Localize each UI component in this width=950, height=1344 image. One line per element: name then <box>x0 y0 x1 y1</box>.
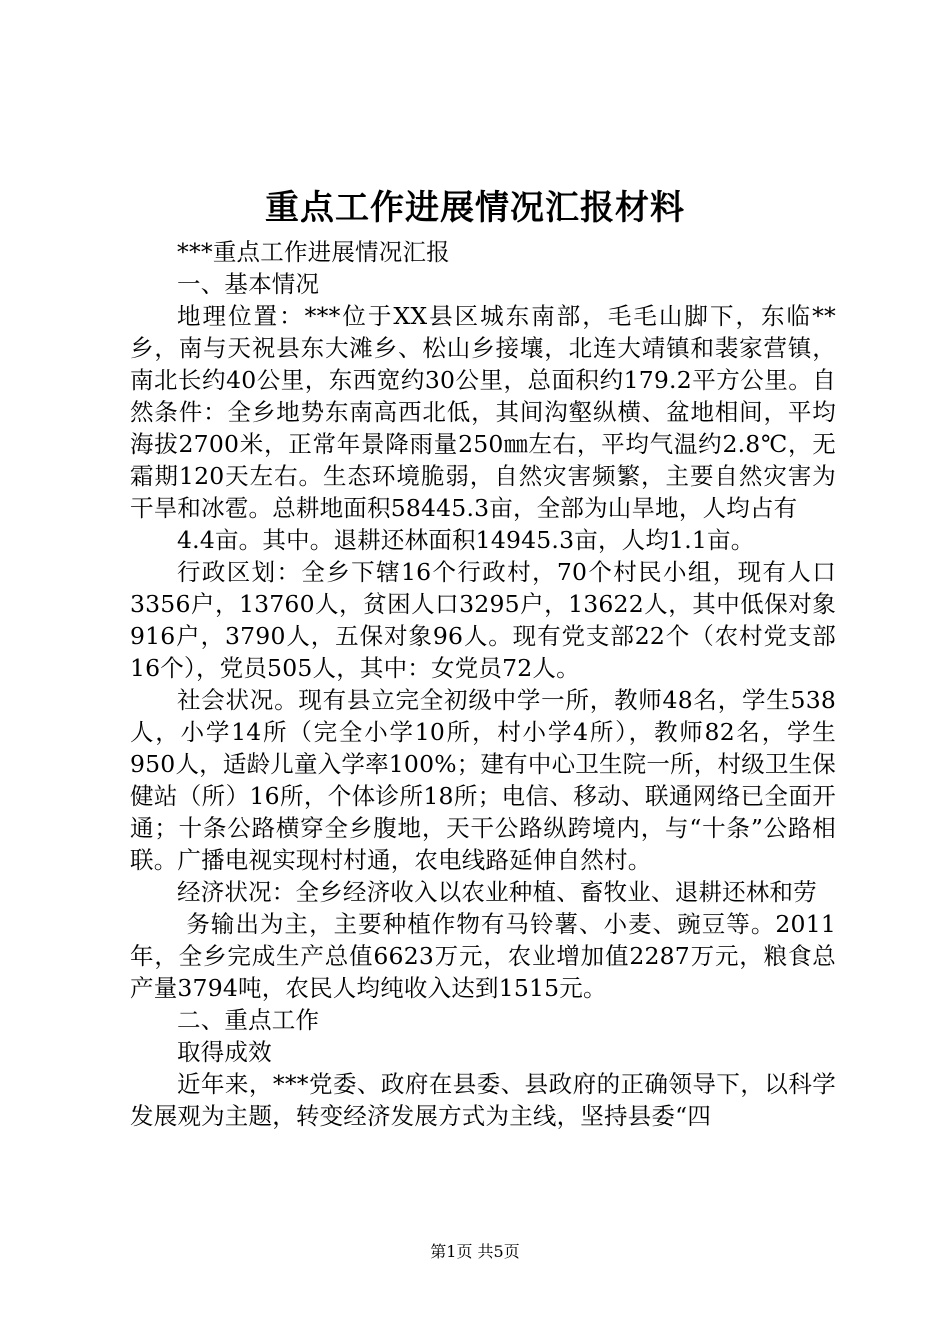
page-indicator: 第1页 共5页 <box>430 1242 520 1261</box>
section-heading-key-work: 二、重点工作 <box>177 1006 320 1034</box>
section-heading-basic-info: 一、基本情况 <box>177 270 320 298</box>
subheading-achievements: 取得成效 <box>177 1038 272 1066</box>
document-body <box>130 236 836 1132</box>
document-title: 重点工作进展情况汇报材料 <box>265 188 685 228</box>
report-subtitle: ***重点工作进展情况汇报 <box>177 238 450 266</box>
paragraph-economic-status: 经济状况：全乡经济收入以农业种植、畜牧业、退耕还林和劳 <box>177 878 817 906</box>
paragraph-social-status: 社会状况。现有县立完全初级中学一所，教师48名，学生538人，小学14所（完全小学10所，村小学4所），教师82名，学生950人，适龄儿童入学率100%；建有中心卫生院一所，村级卫生保健站（所）16所，个体诊所18所；电信、移动、联通网络已全面开通；十条公路横穿全乡腹地，天干公路纵跨境内，与“十条”公路相联。广播电视实现村村通，农电线路延伸自然村。 <box>130 686 836 874</box>
paragraph-recent-years: 近年来，***党委、政府在县委、县政府的正确领导下，以科学发展观为主题，转变经济发展方式为主线，坚持县委“四 <box>130 1070 836 1130</box>
paragraph-administrative-division: 行政区划：全乡下辖16个行政村，70个村民小组，现有人口3356户，13760人，贫困人口3295户，13622人，其中低保对象916户，3790人，五保对象96人。现有党支部22个（农村党支部16个），党员505人，其中：女党员72人。 <box>130 558 836 682</box>
paragraph-farmland: 4.4亩。其中。退耕还林面积14945.3亩，人均1.1亩。 <box>177 526 755 554</box>
paragraph-economic-output: 务输出为主，主要种植作物有马铃薯、小麦、豌豆等。2011年，全乡完成生产总值6623万元，农业增加值2287万元，粮食总产量3794吨，农民人均纯收入达到1515元。 <box>130 910 836 1002</box>
paragraph-geography: 地理位置：***位于XX县区城东南部，毛毛山脚下，东临**乡，南与天祝县东大滩乡、松山乡接壤，北连大靖镇和裴家营镇，南北长约40公里，东西宽约30公里，总面积约179.2平方公里。自然条件：全乡地势东南高西北低，其间沟壑纵横、盆地相间，平均海拔2700米，正常年景降雨量250㎜左右，平均气温约2.8℃，无霜期120天左右。生态环境脆弱，自然灾害频繁，主要自然灾害为干旱和冰雹。总耕地面积58445.3亩，全部为山旱地，人均占有 <box>130 302 836 522</box>
